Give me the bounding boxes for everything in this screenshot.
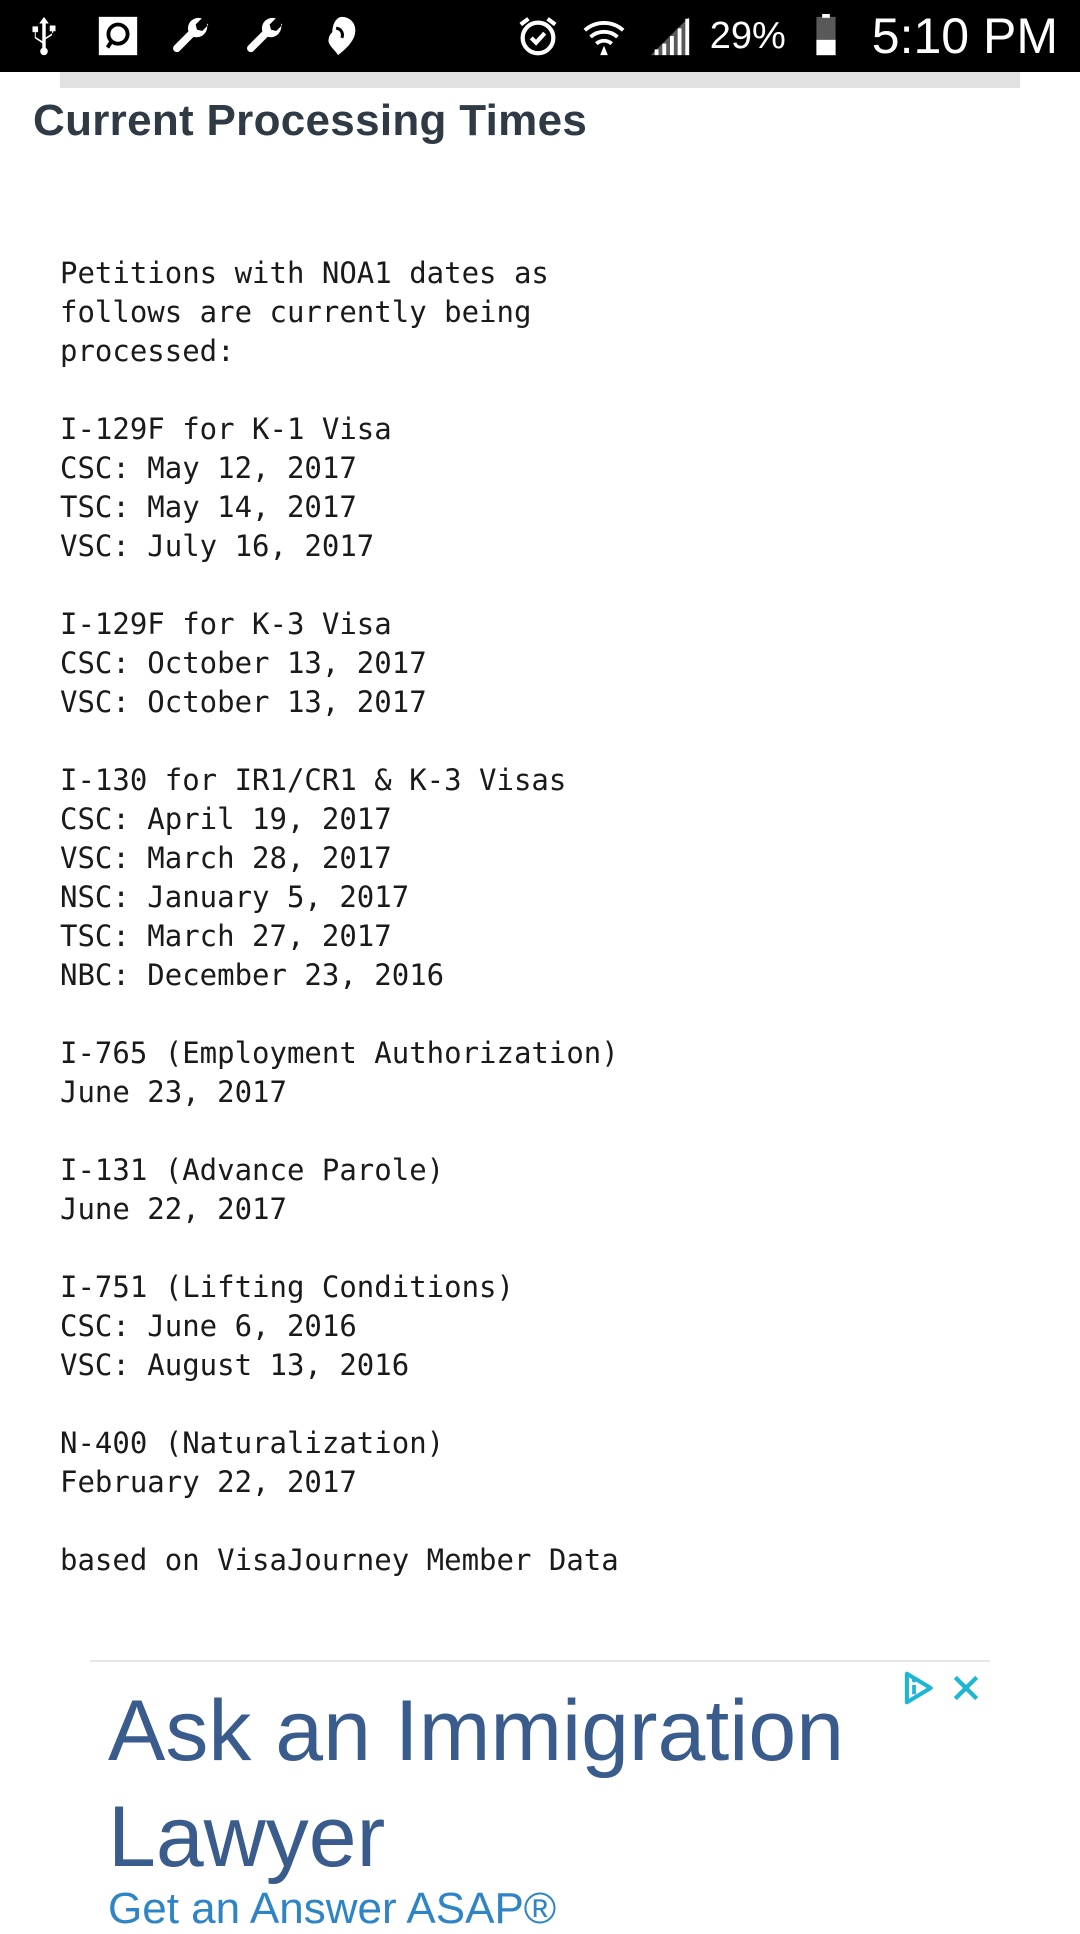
content-line: TSC: May 14, 2017 — [60, 490, 357, 524]
content-line: I-751 (Lifting Conditions) — [60, 1270, 514, 1304]
content-line: I-129F for K-3 Visa — [60, 607, 392, 641]
content-line — [60, 1112, 1020, 1151]
content-line: February 22, 2017 — [60, 1465, 357, 1499]
content-line: June 23, 2017 — [60, 1075, 287, 1109]
content-line — [60, 371, 1020, 410]
wrench-icon — [166, 10, 218, 62]
content-line: processed: — [60, 334, 235, 368]
content-line: June 22, 2017 — [60, 1192, 287, 1226]
content-line — [60, 566, 1020, 605]
wrench-icon — [240, 10, 292, 62]
content-line: TSC: March 27, 2017 — [60, 919, 392, 953]
shield-icon — [314, 10, 366, 62]
ad-title[interactable]: Ask an Immigration Lawyer — [108, 1683, 845, 1885]
signal-icon — [644, 10, 696, 62]
content-line: NBC: December 23, 2016 — [60, 958, 445, 992]
usb-icon — [18, 10, 70, 62]
page-title: Current Processing Times — [33, 96, 588, 145]
content-line: CSC: June 6, 2016 — [60, 1309, 357, 1343]
ad-subtitle[interactable]: Get an Answer ASAP® — [108, 1884, 557, 1933]
content-line: NSC: January 5, 2017 — [60, 880, 410, 914]
processing-times-text — [60, 254, 1020, 1580]
content-line — [60, 995, 1020, 1034]
content-line — [60, 1229, 1020, 1268]
alarm-icon — [512, 10, 564, 62]
content-line: based on VisaJourney Member Data — [60, 1543, 619, 1577]
content-line: CSC: April 19, 2017 — [60, 802, 392, 836]
battery-icon — [800, 10, 852, 62]
content-line: I-129F for K-1 Visa — [60, 412, 392, 446]
content-line: VSC: March 28, 2017 — [60, 841, 392, 875]
status-bar-system — [512, 8, 1058, 64]
page-top-divider — [60, 72, 1020, 88]
clock: 5:10 PM — [871, 8, 1058, 64]
ad-divider — [90, 1660, 990, 1662]
content-line: Petitions with NOA1 dates as — [60, 256, 549, 290]
app-notification-icon — [92, 10, 144, 62]
battery-percent: 29% — [709, 14, 786, 57]
content-line: I-131 (Advance Parole) — [60, 1153, 445, 1187]
status-bar — [0, 0, 1080, 72]
content-line: I-765 (Employment Authorization) — [60, 1036, 619, 1070]
content-line: CSC: May 12, 2017 — [60, 451, 357, 485]
content-line: CSC: October 13, 2017 — [60, 646, 427, 680]
content-line: VSC: August 13, 2016 — [60, 1348, 410, 1382]
status-bar-notifications — [18, 8, 366, 64]
content-line — [60, 1385, 1020, 1424]
close-icon[interactable] — [946, 1668, 986, 1708]
wifi-icon — [578, 10, 630, 62]
content-line: VSC: July 16, 2017 — [60, 529, 375, 563]
content-line — [60, 1502, 1020, 1541]
content-line: N-400 (Naturalization) — [60, 1426, 445, 1460]
content-line: follows are currently being — [60, 295, 532, 329]
adchoices-icon[interactable] — [896, 1668, 940, 1708]
content-line — [60, 722, 1020, 761]
content-line: VSC: October 13, 2017 — [60, 685, 427, 719]
content-line: I-130 for IR1/CR1 & K-3 Visas — [60, 763, 567, 797]
